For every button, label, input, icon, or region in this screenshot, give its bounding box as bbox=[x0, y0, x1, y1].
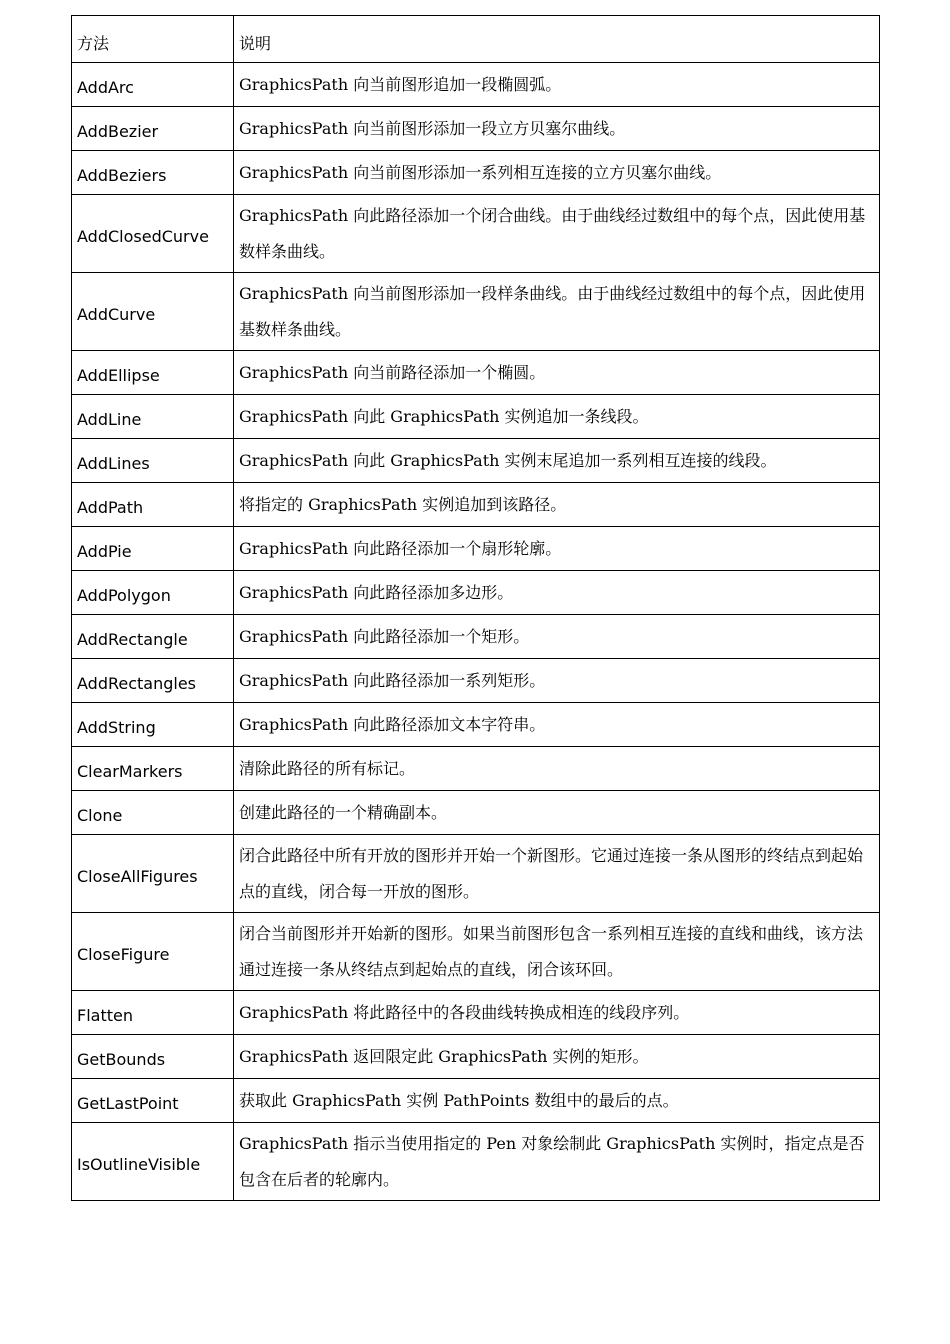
description-cell: GraphicsPath 向此 GraphicsPath 实例追加一条线段。 bbox=[234, 395, 880, 439]
method-cell: AddPath bbox=[72, 483, 234, 527]
method-cell: ClearMarkers bbox=[72, 747, 234, 791]
table-row bbox=[72, 659, 880, 703]
description-cell: GraphicsPath 向此路径添加多边形。 bbox=[234, 571, 880, 615]
description-cell: GraphicsPath 向此 GraphicsPath 实例末尾追加一系列相互连接的线段。 bbox=[234, 439, 880, 483]
description-cell: GraphicsPath 向当前图形添加一段样条曲线。由于曲线经过数组中的每个点，因此使用基数样条曲线。 bbox=[234, 273, 880, 351]
method-cell: Flatten bbox=[72, 991, 234, 1035]
table-row bbox=[72, 615, 880, 659]
description-cell: GraphicsPath 返回限定此 GraphicsPath 实例的矩形。 bbox=[234, 1035, 880, 1079]
method-cell: IsOutlineVisible bbox=[72, 1123, 234, 1201]
header-method: 方法 bbox=[72, 16, 234, 63]
method-cell: AddLines bbox=[72, 439, 234, 483]
method-cell: GetBounds bbox=[72, 1035, 234, 1079]
method-cell: AddClosedCurve bbox=[72, 195, 234, 273]
table-body bbox=[72, 16, 880, 1201]
description-cell: GraphicsPath 向此路径添加一系列矩形。 bbox=[234, 659, 880, 703]
description-cell: 获取此 GraphicsPath 实例 PathPoints 数组中的最后的点。 bbox=[234, 1079, 880, 1123]
table-row bbox=[72, 273, 880, 351]
table-row bbox=[72, 791, 880, 835]
table-header-row bbox=[72, 16, 880, 63]
table-row bbox=[72, 991, 880, 1035]
description-cell: GraphicsPath 向此路径添加一个扇形轮廓。 bbox=[234, 527, 880, 571]
table-row bbox=[72, 571, 880, 615]
method-cell: AddLine bbox=[72, 395, 234, 439]
table-row bbox=[72, 195, 880, 273]
description-cell: GraphicsPath 向当前图形添加一系列相互连接的立方贝塞尔曲线。 bbox=[234, 151, 880, 195]
method-cell: AddRectangle bbox=[72, 615, 234, 659]
description-cell: GraphicsPath 向此路径添加一个闭合曲线。由于曲线经过数组中的每个点，因此使用基数样条曲线。 bbox=[234, 195, 880, 273]
method-cell: CloseAllFigures bbox=[72, 835, 234, 913]
method-cell: AddBeziers bbox=[72, 151, 234, 195]
table-row bbox=[72, 483, 880, 527]
table-row bbox=[72, 439, 880, 483]
description-cell: 闭合当前图形并开始新的图形。如果当前图形包含一系列相互连接的直线和曲线，该方法通过连接一条从终结点到起始点的直线，闭合该环回。 bbox=[234, 913, 880, 991]
description-cell: GraphicsPath 指示当使用指定的 Pen 对象绘制此 GraphicsPath 实例时，指定点是否包含在后者的轮廓内。 bbox=[234, 1123, 880, 1201]
method-cell: AddRectangles bbox=[72, 659, 234, 703]
description-cell: GraphicsPath 向此路径添加文本字符串。 bbox=[234, 703, 880, 747]
table-row bbox=[72, 63, 880, 107]
description-cell: 闭合此路径中所有开放的图形并开始一个新图形。它通过连接一条从图形的终结点到起始点的直线，闭合每一开放的图形。 bbox=[234, 835, 880, 913]
methods-table bbox=[71, 15, 880, 1201]
description-cell: GraphicsPath 向当前路径添加一个椭圆。 bbox=[234, 351, 880, 395]
method-cell: AddPie bbox=[72, 527, 234, 571]
table-row bbox=[72, 351, 880, 395]
description-cell: GraphicsPath 向此路径添加一个矩形。 bbox=[234, 615, 880, 659]
method-cell: AddString bbox=[72, 703, 234, 747]
table-row bbox=[72, 913, 880, 991]
method-cell: CloseFigure bbox=[72, 913, 234, 991]
method-cell: AddCurve bbox=[72, 273, 234, 351]
description-cell: GraphicsPath 将此路径中的各段曲线转换成相连的线段序列。 bbox=[234, 991, 880, 1035]
description-cell: 将指定的 GraphicsPath 实例追加到该路径。 bbox=[234, 483, 880, 527]
table-row bbox=[72, 747, 880, 791]
table-row bbox=[72, 835, 880, 913]
method-cell: Clone bbox=[72, 791, 234, 835]
description-cell: GraphicsPath 向当前图形追加一段椭圆弧。 bbox=[234, 63, 880, 107]
method-cell: AddEllipse bbox=[72, 351, 234, 395]
table-row bbox=[72, 1123, 880, 1201]
table-row bbox=[72, 395, 880, 439]
header-description: 说明 bbox=[234, 16, 880, 63]
table-row bbox=[72, 1079, 880, 1123]
table-row bbox=[72, 1035, 880, 1079]
table-row bbox=[72, 703, 880, 747]
table-row bbox=[72, 151, 880, 195]
method-cell: GetLastPoint bbox=[72, 1079, 234, 1123]
table-row bbox=[72, 107, 880, 151]
table-row bbox=[72, 527, 880, 571]
description-cell: 清除此路径的所有标记。 bbox=[234, 747, 880, 791]
description-cell: 创建此路径的一个精确副本。 bbox=[234, 791, 880, 835]
method-cell: AddArc bbox=[72, 63, 234, 107]
description-cell: GraphicsPath 向当前图形添加一段立方贝塞尔曲线。 bbox=[234, 107, 880, 151]
method-cell: AddBezier bbox=[72, 107, 234, 151]
method-cell: AddPolygon bbox=[72, 571, 234, 615]
